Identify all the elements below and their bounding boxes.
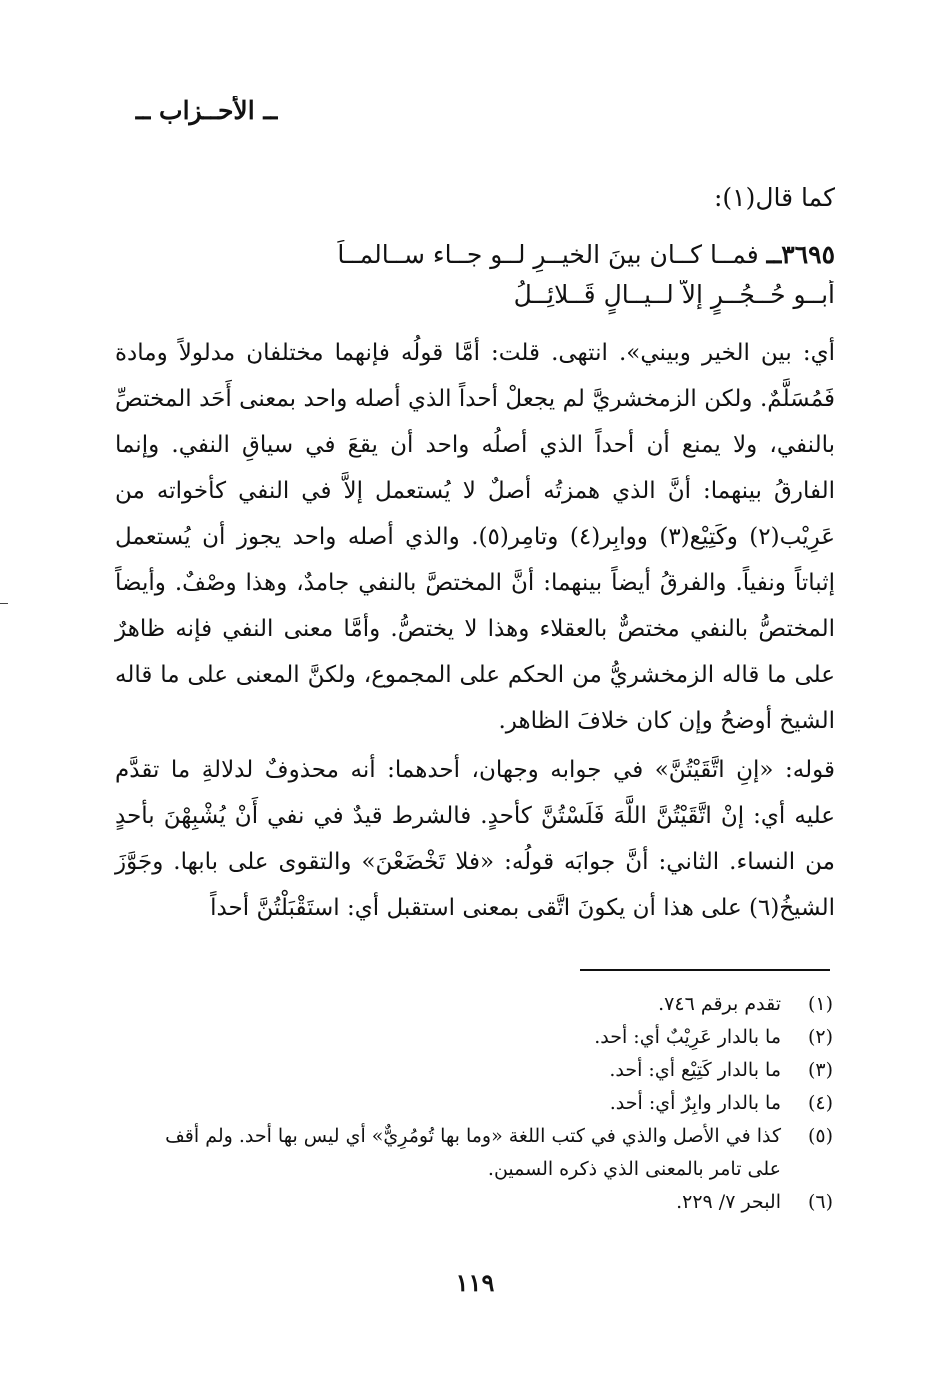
footnote-divider [580,969,830,971]
verse-number: ٣٦٩٥ــ [766,240,835,269]
footnote-number: (٣) [807,1059,833,1081]
footnote-number: (٢) [807,1026,833,1048]
footnote-text: البحر ٧/ ٢٢٩. [676,1191,781,1213]
footnote-number: (٤) [807,1092,833,1114]
footnote-item [133,1021,833,1054]
footnote-number: (٦) [807,1191,833,1213]
footnote-text: تقدم برقم ٧٤٦. [658,993,781,1015]
footnote-number: (٥) [807,1125,833,1147]
verse-hemistich-1: فمــا كــان بينَ الخيــرِ لــو جــاء ســالمــاً [337,240,759,269]
footnotes [133,988,833,1233]
page-number: ١١٩ [455,1268,495,1297]
footnote-text: ما بالدار وابِرٌ أي: أحد. [609,1092,781,1114]
footnote-item [133,988,833,1021]
body-paragraph-1: أي: بين الخير وبيني». انتهى. قلت: أمَّا قولُه فإنهما مختلفان مدلولاً ومادة فَمُسَلَّمٌ. ولكن الزمخشريَّ لم يجعلْ أحداً الذي أصله واحد بمعنى أَحَد المختصِّ بالنفي، ولا يمنع أن أحداً الذي أصلُه واحد أن يقعَ في سياقِ النفي. وإنما الفارقُ بينهما: أنَّ الذي همزتُه أصلٌ لا يُستعمل إلاَّ في النفي كأخواته من عَرِيْب(٢) وكَتِيْع(٣) ووابِر(٤) وتامِر(٥). والذي أصله واحد يجوز أن يُستعمل إثباتاً ونفياً. والفرقُ أيضاً بينهما: أنَّ المختصَّ بالنفي جامدٌ، وهذا وصْفٌ. وأيضاً المختصُّ بالنفي مختصٌّ بالعقلاء وهذا لا يختصُّ. وأمَّا معنى النفي فإنه ظاهرٌ على ما قاله الزمخشريُّ من الحكم على المجموع، ولكنَّ المعنى على ما قاله الشيخ أوضحُ وإن كان خلافَ الظاهر. [115,340,836,734]
verse-line-2 [135,280,835,326]
margin-mark [0,603,8,604]
footnote-text: ما بالدار عَرِيْبٌ أي: أحد. [594,1026,781,1048]
verse-hemistich-2: أبــو حُــجُــرٍ إلاّ لــيــالٍ قَــلائِــلُ [513,280,835,309]
body-paragraph-2: قوله: «إنِ اتَّقَيْتُنَّ» في جوابه وجهان، أحدهما: أنه محذوفٌ لدلالةِ ما تقدَّم عليه أي: إنْ اتَّقَيْتُنَّ اللَّهَ فَلَسْتُنَّ كأحدٍ. فالشرط قيدٌ في نفي أَنْ يُشْبِهْنَ بأحدٍ من النساء. الثاني: أنَّ جوابَه قولُه: «فلا تَخْضَعْنَ» والتقوى على بابها. وجَوَّزَ الشيخُ(٦) على هذا أن يكونَ اتَّقى بمعنى استقبل أي: استَقْبَلْتُنَّ أحداً [115,757,836,921]
running-head: ــ الأحــزاب ــ [135,96,278,125]
footnote-text: ما بالدار كَتِيْع أي: أحد. [609,1059,781,1081]
footnote-number: (١) [807,993,833,1015]
footnote-item [133,1054,833,1087]
footnote-item [133,1186,833,1219]
footnote-text: كذا في الأصل والذي في كتب اللغة «وما بها تُومُرِيٌّ» أي ليس بها أحد. ولم أقف على تامر بالمعنى الذي ذكره السمين. [165,1125,781,1180]
footnote-item [133,1120,833,1186]
footnote-item [133,1087,833,1120]
verse-intro: كما قال(١): [713,183,835,212]
